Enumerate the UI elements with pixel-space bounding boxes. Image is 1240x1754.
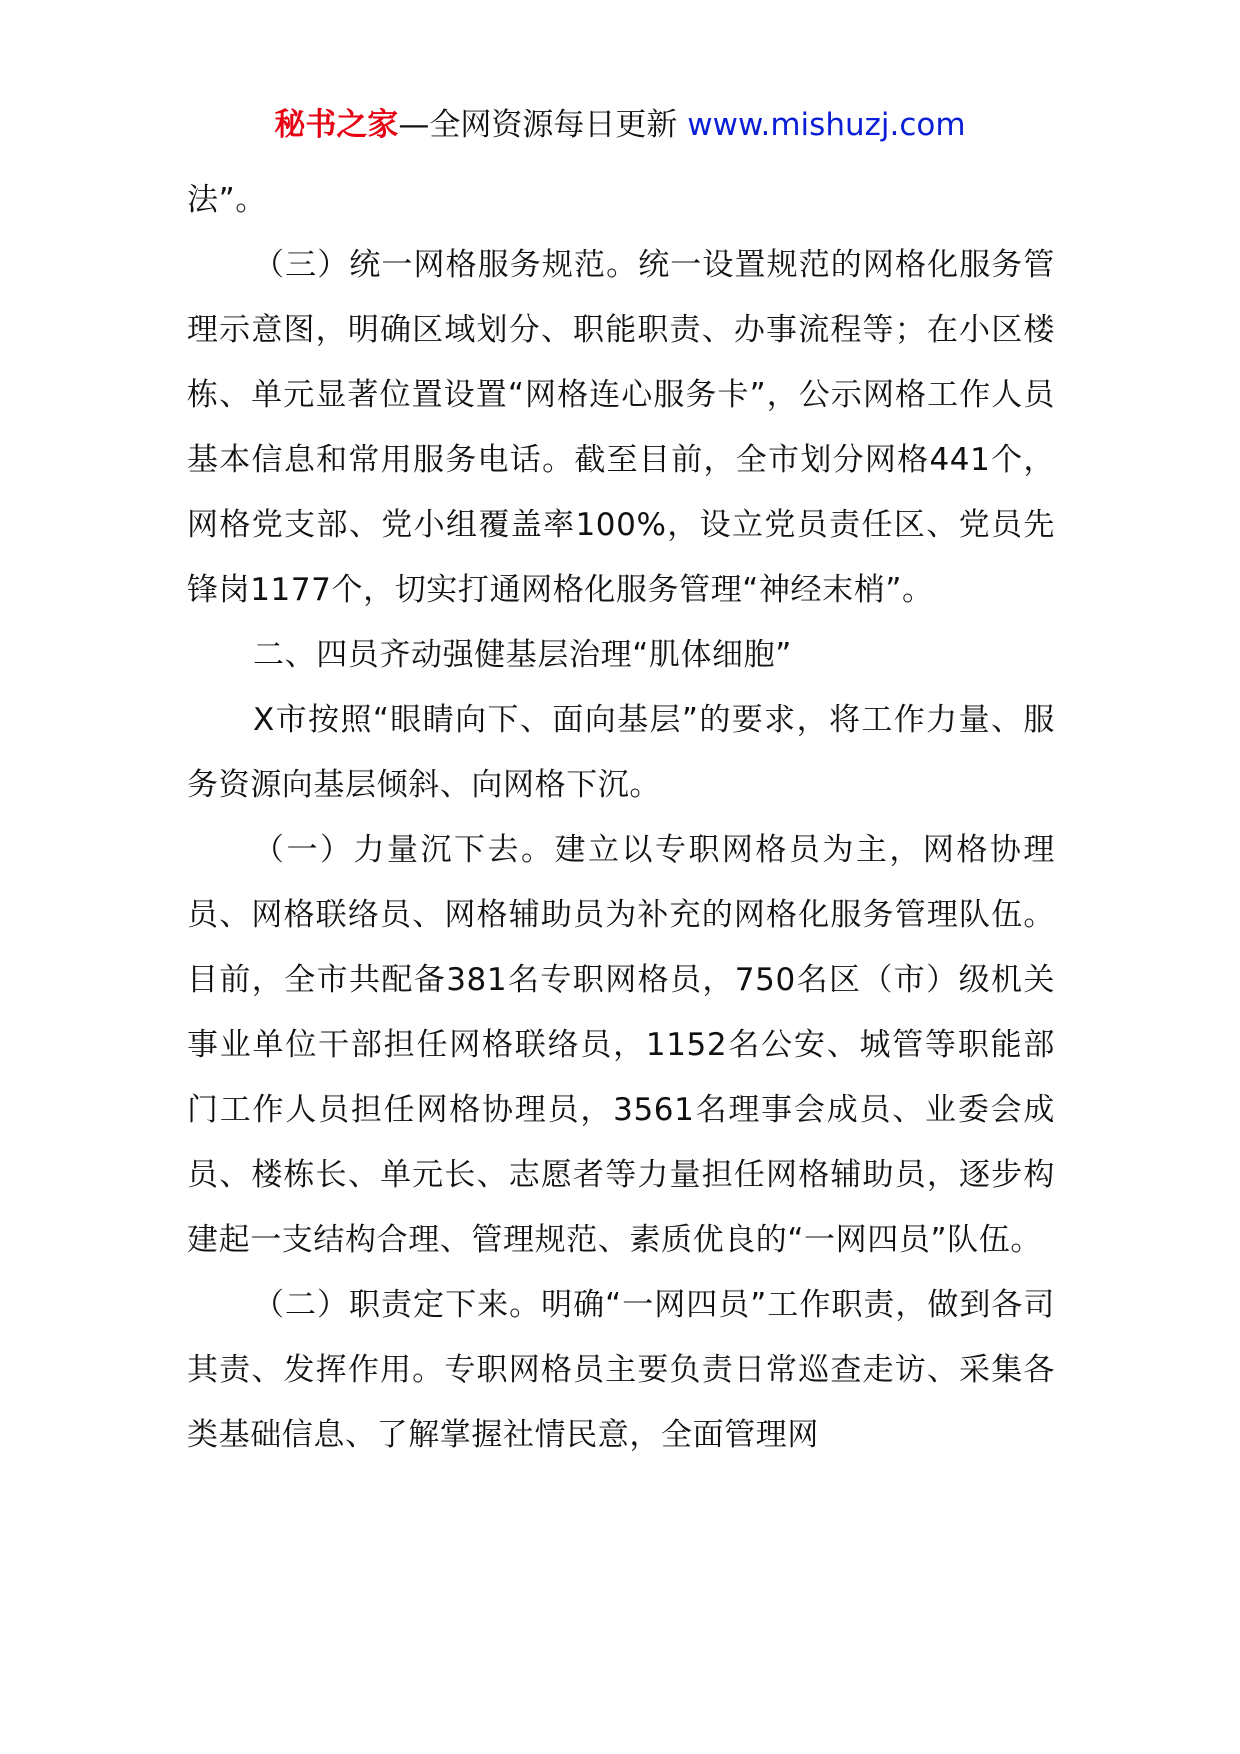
paragraph-section-three: （三）统一网格服务规范。统一设置规范的网格化服务管理示意图，明确区域划分、职能职责、办事流程等；在小区楼栋、单元显著位置设置“网格连心服务卡”，公示网格工作人员基本信息和常用服务电话。截至目前，全市划分网格441个，网格党支部、党小组覆盖率100%，设立党员责任区、党员先锋岗1177个，切实打通网格化服务管理“神经末梢”。 [187, 247, 1055, 608]
page-header [0, 100, 1240, 150]
header-brand: 秘书之家 [274, 107, 399, 143]
paragraph-continuation: 法”。 [187, 182, 267, 218]
paragraph-subsection-two: （二）职责定下来。明确“一网四员”工作职责，做到各司其责、发挥作用。专职网格员主要负责日常巡查走访、采集各类基础信息、了解掌握社情民意，全面管理网 [187, 1287, 1055, 1453]
paragraph-intro: X市按照“眼睛向下、面向基层”的要求，将工作力量、服务资源向基层倾斜、向网格下沉。 [187, 702, 1055, 803]
section-heading-two: 二、四员齐动强健基层治理“肌体细胞” [253, 637, 792, 673]
paragraph-subsection-one: （一）力量沉下去。建立以专职网格员为主，网格协理员、网格联络员、网格辅助员为补充的网格化服务管理队伍。目前，全市共配备381名专职网格员，750名区（市）级机关事业单位干部担任网格联络员，1152名公安、城管等职能部门工作人员担任网格协理员，3561名理事会成员、业委会成员、楼栋长、单元长、志愿者等力量担任网格辅助员，逐步构建起一支结构合理、管理规范、素质优良的“一网四员”队伍。 [187, 832, 1055, 1258]
header-tagline: —全网资源每日更新 [398, 107, 678, 143]
header-url-link[interactable]: www.mishuzj.com [687, 107, 966, 143]
document-body [187, 168, 1055, 1468]
